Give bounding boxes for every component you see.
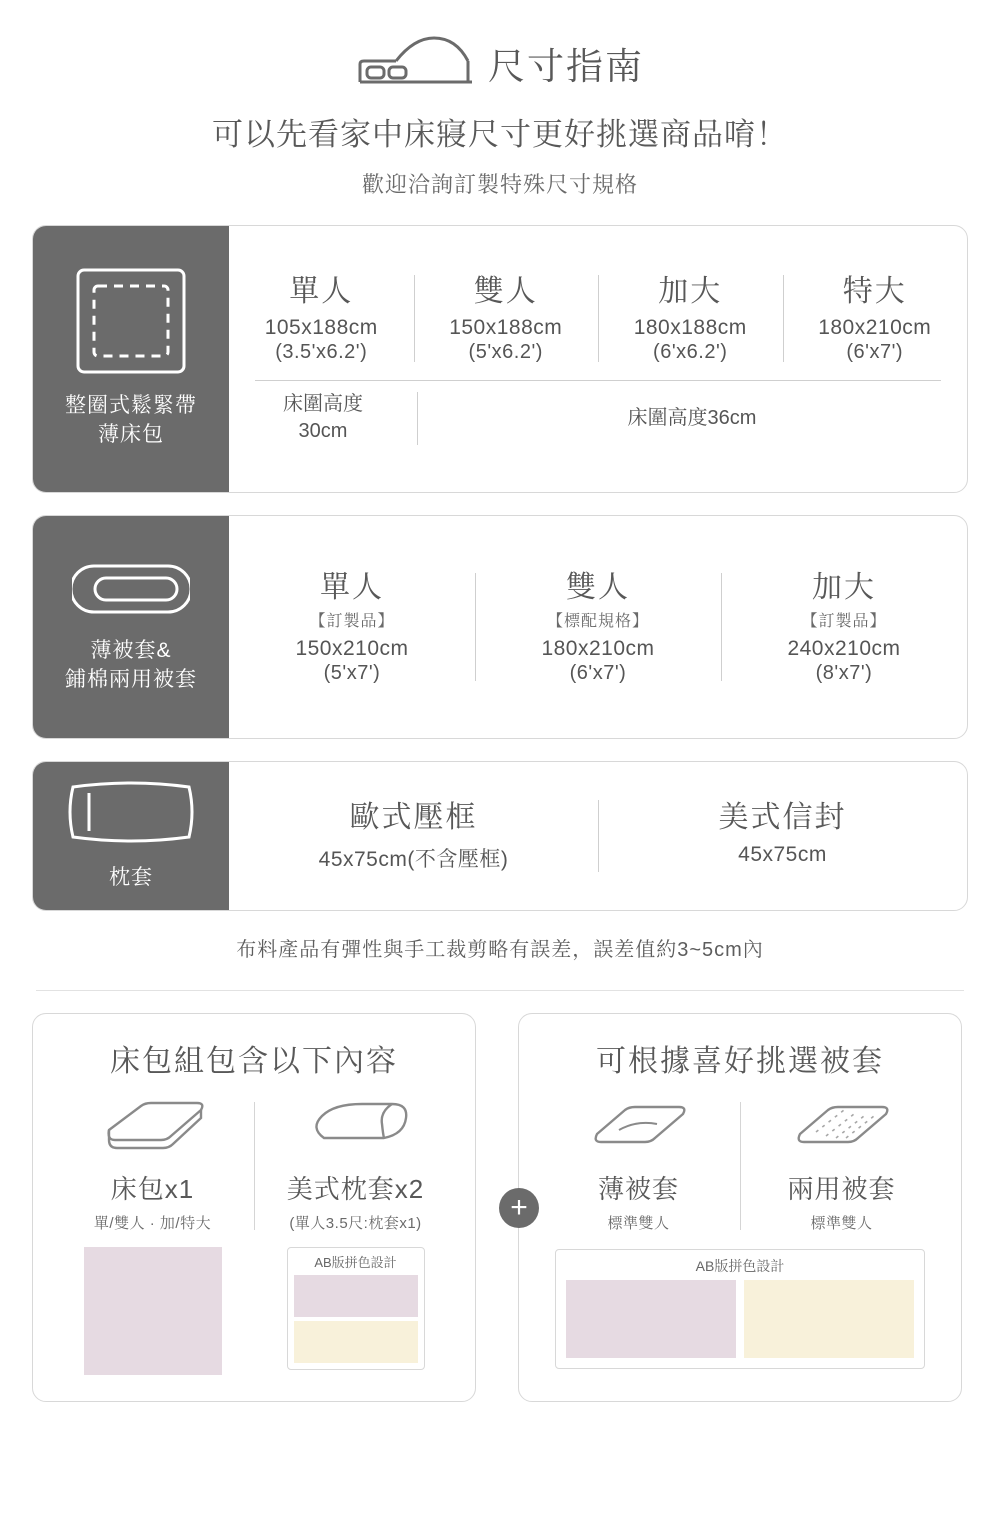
- page-title: 尺寸指南: [488, 45, 644, 87]
- spec-card-content: [229, 762, 967, 910]
- size-dimension: 150x210cm: [295, 637, 409, 661]
- spec-card-content: [229, 516, 967, 738]
- bundle-item: [254, 1098, 457, 1375]
- duvet-option: [740, 1098, 943, 1233]
- plus-icon: +: [499, 1188, 539, 1228]
- color-swatch-a: [84, 1247, 222, 1375]
- duvet-choice-title: 可根據喜好挑選被套: [596, 1045, 884, 1078]
- swatch-row: [566, 1280, 914, 1358]
- label-line-2: 薄床包: [98, 422, 164, 446]
- duvet-option-name: 薄被套: [597, 1174, 679, 1204]
- size-name: 加大: [812, 570, 876, 604]
- size-dimension: 240x210cm: [787, 637, 901, 661]
- duvet-options: [537, 1098, 943, 1233]
- size-dimension: 180x210cm: [818, 316, 932, 340]
- size-dimension-imperial: (8'x7'): [815, 662, 873, 685]
- spec-card-pillowcase: [32, 761, 968, 911]
- size-name: 加大: [658, 274, 723, 308]
- pillow-flat-icon: [296, 1147, 416, 1164]
- duvet-cover-icon: [72, 556, 190, 627]
- size-column: [721, 563, 967, 692]
- ab-swatch-label: AB版拼色設計: [695, 1258, 785, 1274]
- bed-height-value-others: 床圍高度36cm: [627, 406, 757, 429]
- size-column: [229, 267, 414, 371]
- divider: [255, 380, 941, 381]
- fitted-sheet-icon: [73, 265, 189, 382]
- spec-card-duvet-cover: [32, 515, 968, 739]
- bundle-section: [32, 1013, 968, 1402]
- label-line-1: 整圈式鬆緊帶: [65, 394, 197, 418]
- swatch-wrap: [57, 1247, 248, 1375]
- bed-height-label: 床圍高度: [283, 393, 363, 416]
- fitted-sheet-flat-icon: [93, 1147, 213, 1164]
- size-name: 歐式壓框: [349, 801, 478, 835]
- dual-quilt-icon: [782, 1147, 902, 1164]
- size-dimension-imperial: (5'x6.2'): [468, 341, 543, 364]
- color-swatch-b: [294, 1321, 418, 1363]
- bundle-contents-panel: [32, 1013, 476, 1402]
- size-column: [598, 793, 967, 879]
- bundle-contents-title: 床包組包含以下內容: [110, 1045, 398, 1078]
- measurement-note: 布料產品有彈性與手工裁剪略有誤差，誤差值約3~5cm內: [236, 939, 764, 961]
- label-line-2: 鋪棉兩用被套: [65, 667, 197, 691]
- subtitle-primary: 可以先看家中床寢尺寸更好挑選商品唷！: [212, 117, 788, 152]
- size-column: [414, 267, 599, 371]
- size-dimension: 150x188cm: [449, 316, 563, 340]
- duvet-option: [537, 1098, 740, 1233]
- size-dimension: 180x188cm: [633, 316, 747, 340]
- bundle-item-name: 床包x1: [110, 1174, 195, 1204]
- size-tag: 【訂製品】: [309, 613, 395, 631]
- size-column: [598, 267, 783, 371]
- label-line-1: 枕套: [109, 866, 153, 890]
- size-dimension-imperial: (6'x7'): [846, 341, 904, 364]
- size-dimension-imperial: (3.5'x6.2'): [275, 341, 368, 364]
- bed-height-value: 30cm: [298, 420, 348, 443]
- spec-card-fitted-sheet: [32, 225, 968, 493]
- size-dimension-imperial: (5'x7'): [323, 662, 381, 685]
- spec-card-content: [229, 226, 967, 492]
- duvet-option-desc: 標準雙人: [810, 1215, 873, 1232]
- size-dimension: 180x210cm: [541, 637, 655, 661]
- bundle-item: [51, 1098, 254, 1375]
- spec-card-label: [33, 226, 229, 492]
- thin-quilt-icon: [579, 1147, 699, 1164]
- bed-height-others: [417, 385, 967, 451]
- bundle-item-desc: (單人3.5尺:枕套x1): [289, 1215, 422, 1232]
- size-tag: 【訂製品】: [801, 613, 887, 631]
- bed-height-single: [229, 385, 417, 451]
- bundle-item-name: 美式枕套x2: [286, 1174, 425, 1204]
- section-divider: [36, 990, 964, 991]
- duvet-choice-panel: [518, 1013, 962, 1402]
- title-row: [0, 34, 1000, 91]
- size-name: 雙人: [473, 274, 538, 308]
- color-swatch-a: [566, 1280, 736, 1358]
- size-column: [783, 267, 968, 371]
- bundle-items: [51, 1098, 457, 1375]
- size-tag: 【標配規格】: [546, 613, 649, 631]
- size-dimension-imperial: (6'x6.2'): [653, 341, 728, 364]
- ab-swatch: [555, 1249, 925, 1369]
- size-columns: [229, 563, 967, 692]
- size-name: 單人: [320, 570, 384, 604]
- size-name: 單人: [289, 274, 354, 308]
- spec-card-label: [33, 762, 229, 910]
- size-name: 雙人: [566, 570, 630, 604]
- ab-swatch: [287, 1247, 425, 1370]
- size-column: [475, 563, 721, 692]
- pillowcase-icon: [63, 775, 199, 854]
- size-columns: [229, 793, 967, 879]
- size-dimension: 45x75cm: [738, 842, 827, 866]
- duvet-option-name: 兩用被套: [787, 1174, 896, 1204]
- size-columns: [229, 267, 967, 371]
- size-dimension: 45x75cm(不含壓框): [318, 847, 509, 871]
- label-line-1: 薄被套&: [90, 639, 172, 663]
- subtitle-secondary: 歡迎洽詢訂製特殊尺寸規格: [361, 172, 638, 197]
- swatch-wrap: [260, 1247, 451, 1370]
- size-name: 特大: [842, 274, 907, 308]
- spec-card-label: [33, 516, 229, 738]
- size-name: 美式信封: [718, 801, 847, 835]
- size-dimension: 105x188cm: [264, 316, 378, 340]
- color-swatch-b: [744, 1280, 914, 1358]
- size-dimension-imperial: (6'x7'): [569, 662, 627, 685]
- color-swatch-a: [294, 1275, 418, 1317]
- bed-icon: [356, 34, 474, 91]
- page-header: [0, 0, 1000, 199]
- bed-height-row: [229, 385, 967, 451]
- size-column: [229, 793, 598, 879]
- bundle-item-desc: 單/雙人 · 加/特大: [93, 1215, 212, 1232]
- ab-swatch-label: AB版拼色設計: [314, 1255, 397, 1270]
- size-column: [229, 563, 475, 692]
- duvet-option-desc: 標準雙人: [607, 1215, 670, 1232]
